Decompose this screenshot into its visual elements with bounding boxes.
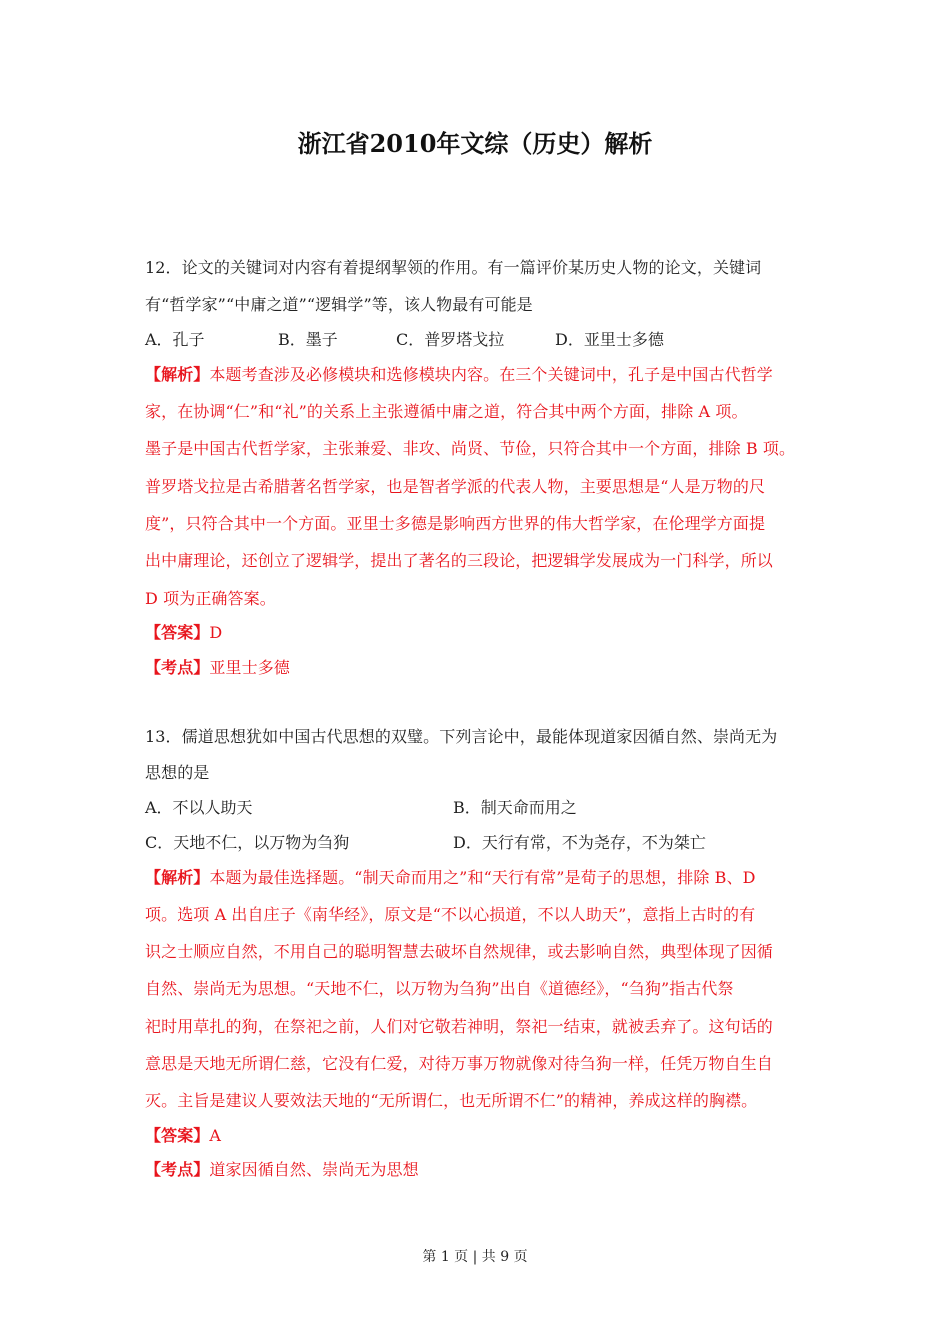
answer-value: D	[209, 623, 223, 642]
analysis-line: 度”，只符合其中一个方面。亚里士多德是影响西方世界的伟大哲学家，在伦理学方面提	[145, 514, 766, 533]
question-stem: 12．论文的关键词对内容有着提纲挈领的作用。有一篇评价某历史人物的论文，关键词	[145, 258, 762, 277]
answer-tag: 【答案】	[145, 1126, 210, 1145]
question-stem: 13．儒道思想犹如中国古代思想的双璧。下列言论中，最能体现道家因循自然、崇尚无为	[145, 727, 778, 746]
analysis-line: 灭。主旨是建议人要效法天地的“无所谓仁，也无所谓不仁”的精神，养成这样的胸襟。	[145, 1091, 758, 1110]
option-d: D．亚里士多德	[555, 330, 664, 349]
point-tag: 【考点】	[145, 1160, 210, 1179]
question-stem: 有“哲学家”“中庸之道”“逻辑学”等，该人物最有可能是	[145, 295, 533, 314]
option-a: A．不以人助天	[145, 798, 253, 817]
option-c: C．普罗塔戈拉	[396, 330, 505, 349]
point-value: 道家因循自然、崇尚无为思想	[209, 1160, 419, 1179]
option-c: C．天地不仁，以万物为刍狗	[145, 833, 350, 852]
option-b: B．制天命而用之	[453, 798, 577, 817]
analysis-line: 识之士顺应自然，不用自己的聪明智慧去破坏自然规律，或去影响自然，典型体现了因循	[145, 942, 773, 961]
point-value: 亚里士多德	[209, 658, 290, 677]
analysis-tag: 【解析】	[145, 868, 210, 887]
analysis-line: 家，在协调“仁”和“礼”的关系上主张遵循中庸之道，符合其中两个方面，排除 A 项。	[145, 402, 748, 421]
answer-tag: 【答案】	[145, 623, 210, 642]
answer-value: A	[209, 1126, 222, 1145]
option-a: A．孔子	[145, 330, 205, 349]
page-footer: 第 1 页 | 共 9 页	[422, 1249, 528, 1265]
point-tag: 【考点】	[145, 658, 210, 677]
analysis-line: 本题为最佳选择题。“制天命而用之”和“天行有常”是荀子的思想，排除 B、D	[209, 868, 756, 887]
page-title: 浙江省2010年文综（历史）解析	[297, 129, 653, 158]
analysis-line: 本题考查涉及必修模块和选修模块内容。在三个关键词中，孔子是中国古代哲学	[209, 365, 773, 384]
analysis-line: D 项为正确答案。	[145, 589, 276, 608]
analysis-line: 自然、崇尚无为思想。“天地不仁，以万物为刍狗”出自《道德经》，“刍狗”指古代祭	[145, 979, 734, 998]
analysis-line: 出中庸理论，还创立了逻辑学，提出了著名的三段论，把逻辑学发展成为一门科学，所以	[145, 551, 773, 570]
analysis-line: 项。选项 A 出自庄子《南华经》，原文是“不以心损道，不以人助天”，意指上古时的有	[145, 905, 756, 924]
analysis-tag: 【解析】	[145, 365, 210, 384]
question-stem: 思想的是	[145, 763, 210, 782]
analysis-line: 意思是天地无所谓仁慈，它没有仁爱，对待万事万物就像对待刍狗一样，任凭万物自生自	[145, 1054, 773, 1073]
analysis-line: 祀时用草扎的狗，在祭祀之前，人们对它敬若神明，祭祀一结束，就被丢弃了。这句话的	[145, 1017, 773, 1036]
analysis-line: 墨子是中国古代哲学家，主张兼爱、非攻、尚贤、节俭，只符合其中一个方面，排除 B 项。	[145, 439, 796, 458]
option-d: D．天行有常，不为尧存，不为桀亡	[453, 833, 706, 852]
option-b: B．墨子	[278, 330, 338, 349]
analysis-line: 普罗塔戈拉是古希腊著名哲学家，也是智者学派的代表人物，主要思想是“人是万物的尺	[145, 477, 766, 496]
